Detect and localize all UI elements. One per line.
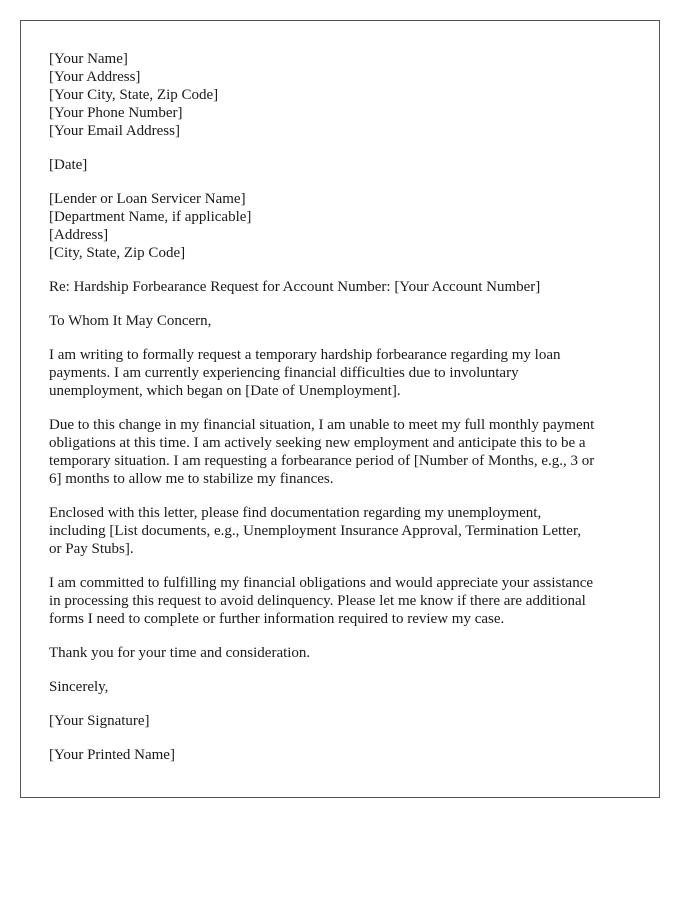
paragraph-line: payments. I am currently experiencing financial difficulties due to involuntary: [49, 365, 519, 381]
body-paragraph-3: [49, 504, 659, 558]
signature-placeholder: [Your Signature]: [49, 713, 150, 729]
salutation-block: [49, 312, 659, 330]
recipient-city-state-zip: [City, State, Zip Code]: [49, 245, 186, 261]
paragraph-line: I am committed to fulfilling my financial obligations and would appreciate your assistance: [49, 575, 594, 591]
recipient-address: [Address]: [49, 227, 109, 243]
date-block: [49, 156, 659, 174]
paragraph-line: including [List documents, e.g., Unemployment Insurance Approval, Termination Letter,: [49, 523, 582, 539]
paragraph-line: or Pay Stubs].: [49, 541, 134, 557]
recipient-block: [49, 190, 659, 262]
sender-email: [Your Email Address]: [49, 123, 180, 139]
letter-page: [20, 20, 660, 798]
closing-block: [49, 678, 659, 696]
signature-block: [49, 712, 659, 730]
paragraph-line: Due to this change in my financial situation, I am unable to meet my full monthly payment: [49, 417, 595, 433]
paragraph-line: I am writing to formally request a temporary hardship forbearance regarding my loan: [49, 347, 561, 363]
paragraph-line: 6] months to allow me to stabilize my finances.: [49, 471, 334, 487]
paragraph-line: temporary situation. I am requesting a forbearance period of [Number of Months, e.g., 3 or: [49, 453, 595, 469]
paragraph-line: forms I need to complete or further information required to review my case.: [49, 611, 505, 627]
paragraph-line: in processing this request to avoid delinquency. Please let me know if there are additional: [49, 593, 586, 609]
sender-phone: [Your Phone Number]: [49, 105, 183, 121]
sender-name: [Your Name]: [49, 51, 128, 67]
paragraph-line: Enclosed with this letter, please find documentation regarding my unemployment,: [49, 505, 542, 521]
printed-name-block: [49, 746, 659, 764]
paragraph-line: obligations at this time. I am actively seeking new employment and anticipate this to be a: [49, 435, 586, 451]
paragraph-line: unemployment, which began on [Date of Unemployment].: [49, 383, 401, 399]
sender-address: [Your Address]: [49, 69, 141, 85]
thank-you-line: Thank you for your time and consideration.: [49, 645, 311, 661]
subject-block: [49, 278, 659, 296]
recipient-department: [Department Name, if applicable]: [49, 209, 252, 225]
body-paragraph-1: [49, 346, 659, 400]
salutation: To Whom It May Concern,: [49, 313, 212, 329]
body-paragraph-4: [49, 574, 659, 628]
body-paragraph-2: [49, 416, 659, 488]
recipient-lender: [Lender or Loan Servicer Name]: [49, 191, 246, 207]
body-paragraph-5: [49, 644, 659, 662]
sender-city-state-zip: [Your City, State, Zip Code]: [49, 87, 219, 103]
subject-line: Re: Hardship Forbearance Request for Account Number: [Your Account Number]: [49, 279, 541, 295]
printed-name: [Your Printed Name]: [49, 747, 175, 763]
closing: Sincerely,: [49, 679, 109, 695]
letter-date: [Date]: [49, 157, 88, 173]
sender-block: [49, 50, 659, 140]
